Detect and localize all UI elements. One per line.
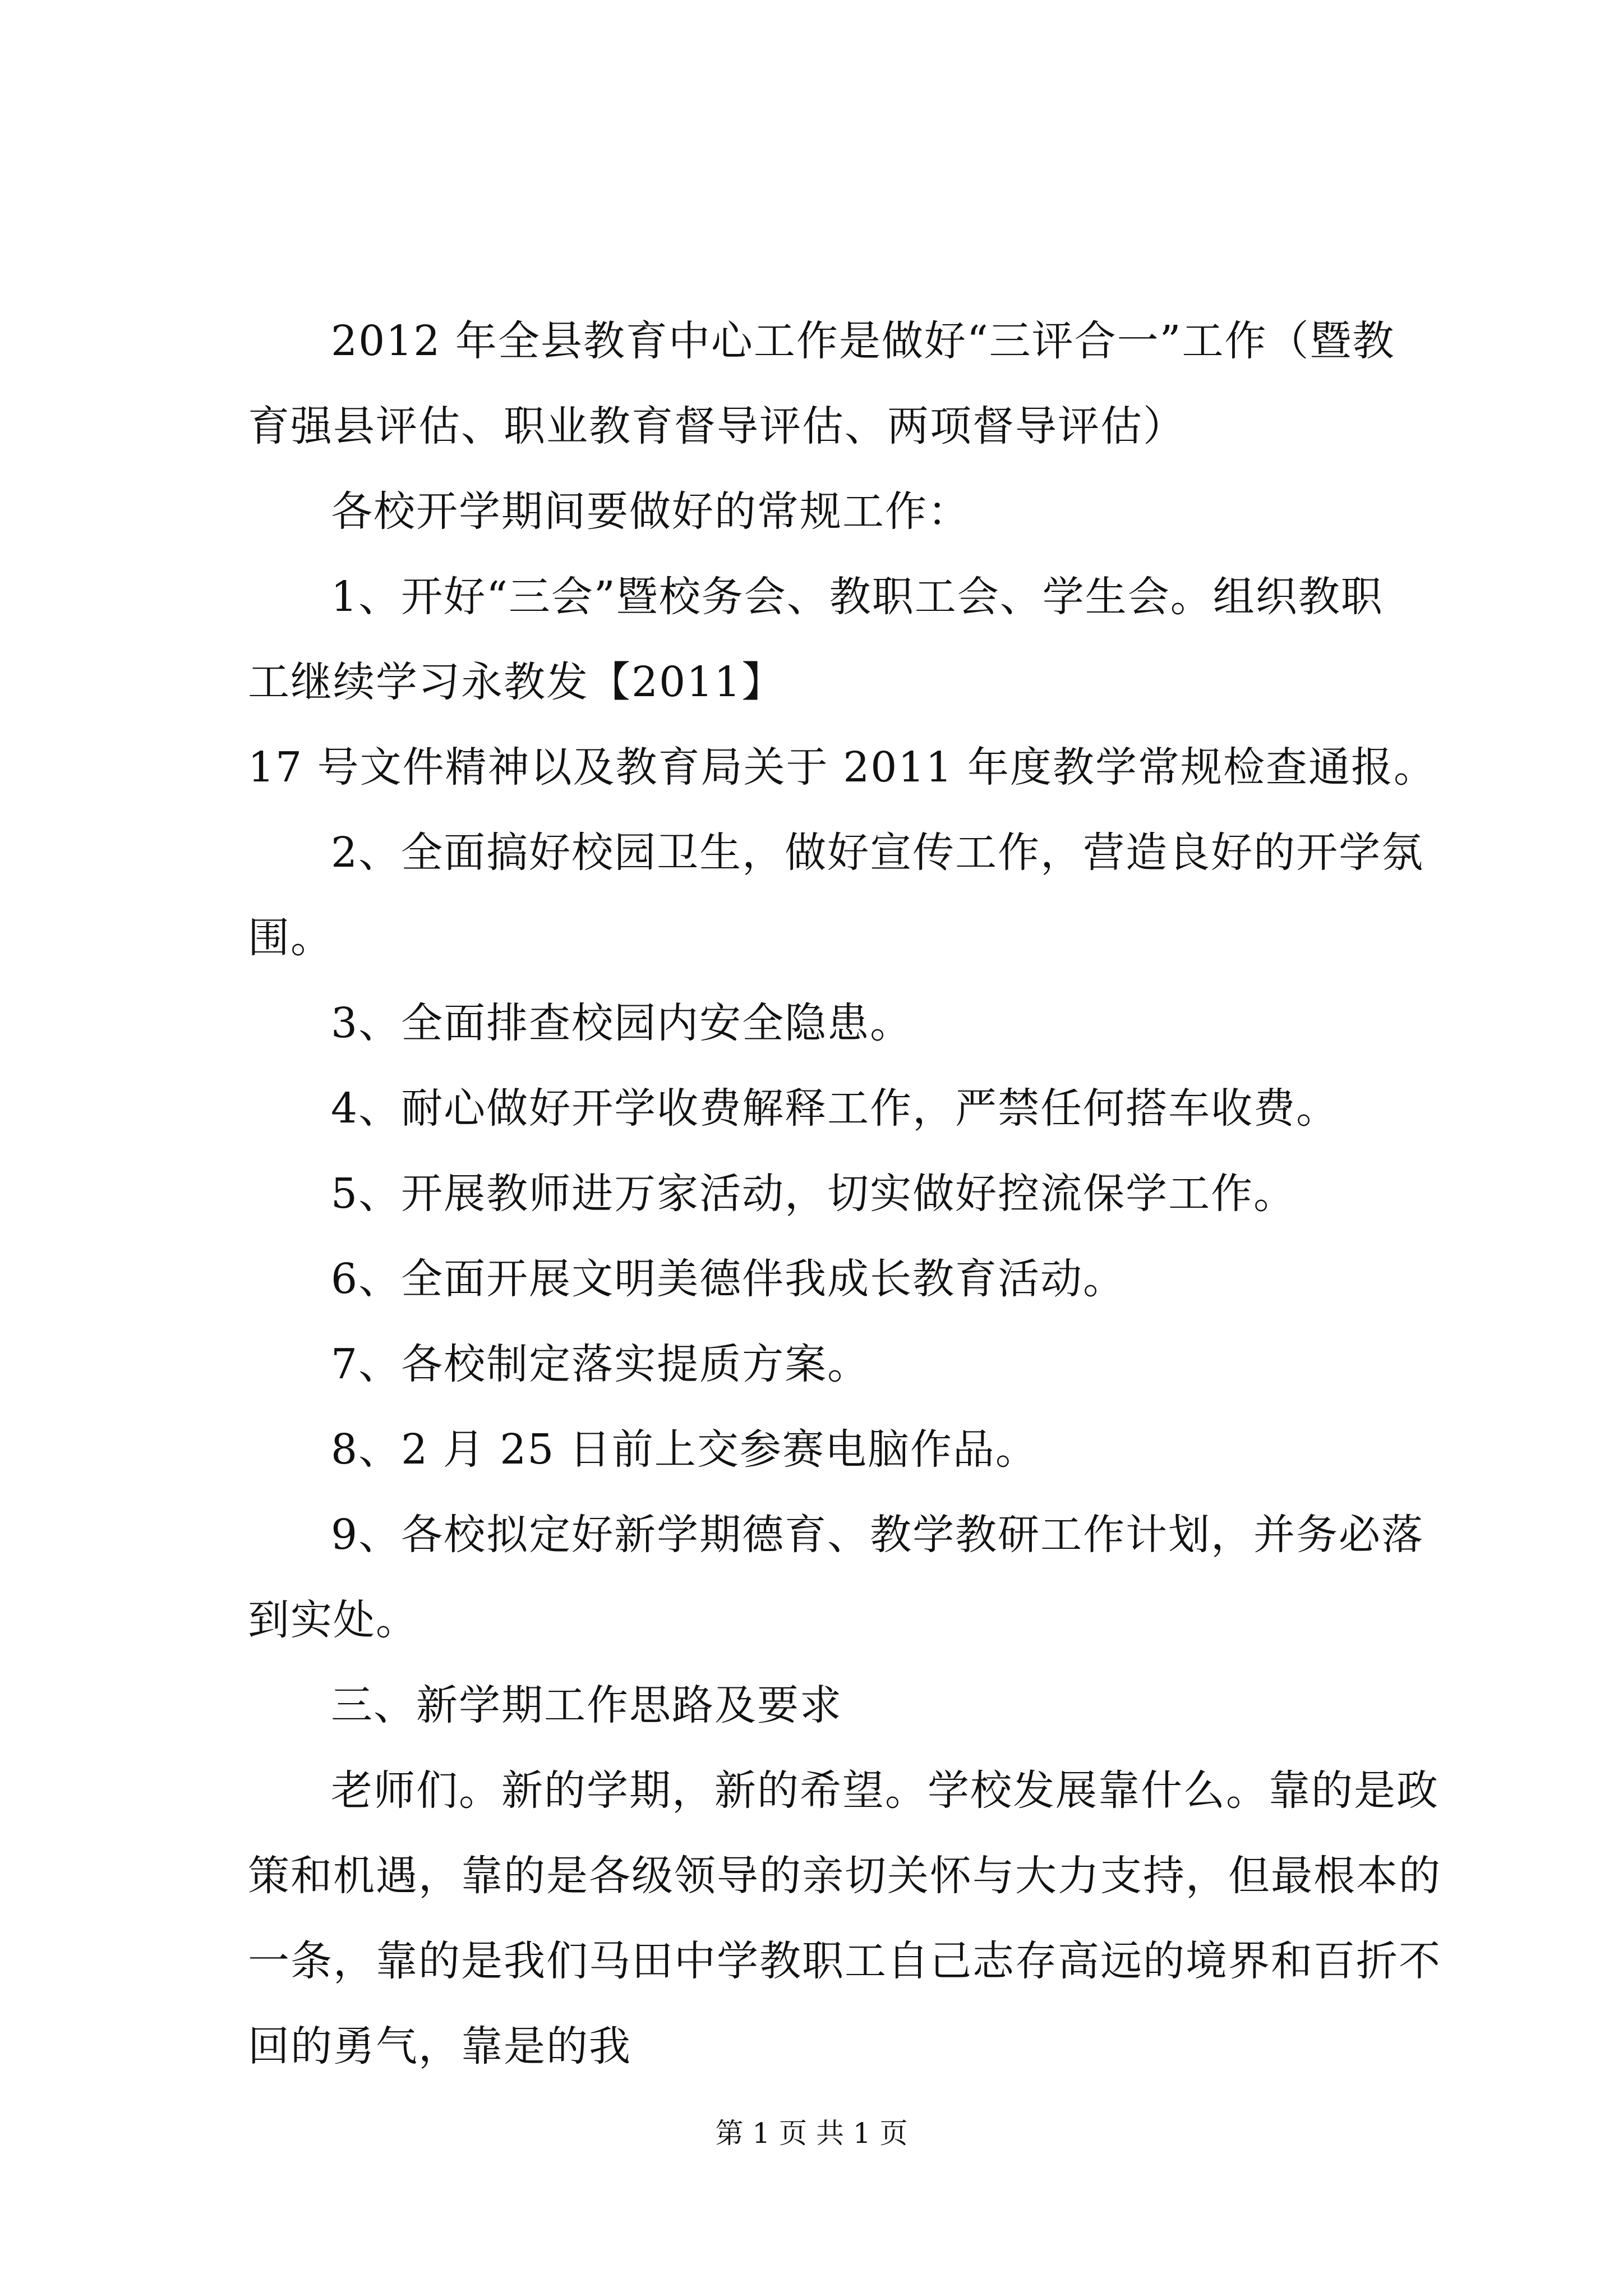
paragraph-line: 回的勇气，靠是的我 — [248, 2022, 631, 2070]
paragraph-line: 9、各校拟定好新学期德育、教学教研工作计划，并务必落 — [331, 1511, 1424, 1559]
paragraph-line: 一条，靠的是我们马田中学教职工自己志存高远的境界和百折不 — [248, 1937, 1441, 1985]
paragraph-line: 2、全面搞好校园卫生，做好宣传工作，营造良好的开学氛 — [331, 829, 1424, 877]
paragraph-line: 工继续学习永教发【2011】 — [248, 658, 785, 706]
paragraph-line: 2012 年全县教育中心工作是做好“三评合一”工作（暨教 — [331, 317, 1395, 365]
paragraph-line: 8、2 月 25 日前上交参赛电脑作品。 — [331, 1425, 1038, 1474]
paragraph-line: 围。 — [248, 914, 333, 962]
paragraph-line: 各校开学期间要做好的常规工作： — [331, 487, 970, 536]
paragraph-line: 7、各校制定落实提质方案。 — [331, 1340, 870, 1388]
paragraph-line: 3、全面排查校园内安全隐患。 — [331, 999, 913, 1047]
paragraph-line: 到实处。 — [248, 1596, 418, 1644]
paragraph-line: 老师们。新的学期，新的希望。学校发展靠什么。靠的是政 — [331, 1766, 1439, 1815]
paragraph-line: 5、开展教师进万家活动，切实做好控流保学工作。 — [331, 1170, 1297, 1218]
paragraph-line: 17 号文件精神以及教育局关于 2011 年度教学常规检查通报。 — [248, 743, 1437, 792]
document-body — [248, 298, 1441, 2089]
paragraph-line: 育强县评估、职业教育督导评估、两项督导评估） — [248, 402, 1186, 450]
paragraph-line: 1、开好“三会”暨校务会、教职工会、学生会。组织教职 — [331, 573, 1384, 621]
section-heading: 三、新学期工作思路及要求 — [331, 1681, 842, 1729]
page-footer: 第 1 页 共 1 页 — [715, 2117, 908, 2150]
paragraph-line: 6、全面开展文明美德伴我成长教育活动。 — [331, 1255, 1126, 1303]
paragraph-line: 策和机遇，靠的是各级领导的亲切关怀与大力支持，但最根本的 — [248, 1852, 1441, 1900]
paragraph-line: 4、耐心做好开学收费解释工作，严禁任何搭车收费。 — [331, 1084, 1339, 1133]
